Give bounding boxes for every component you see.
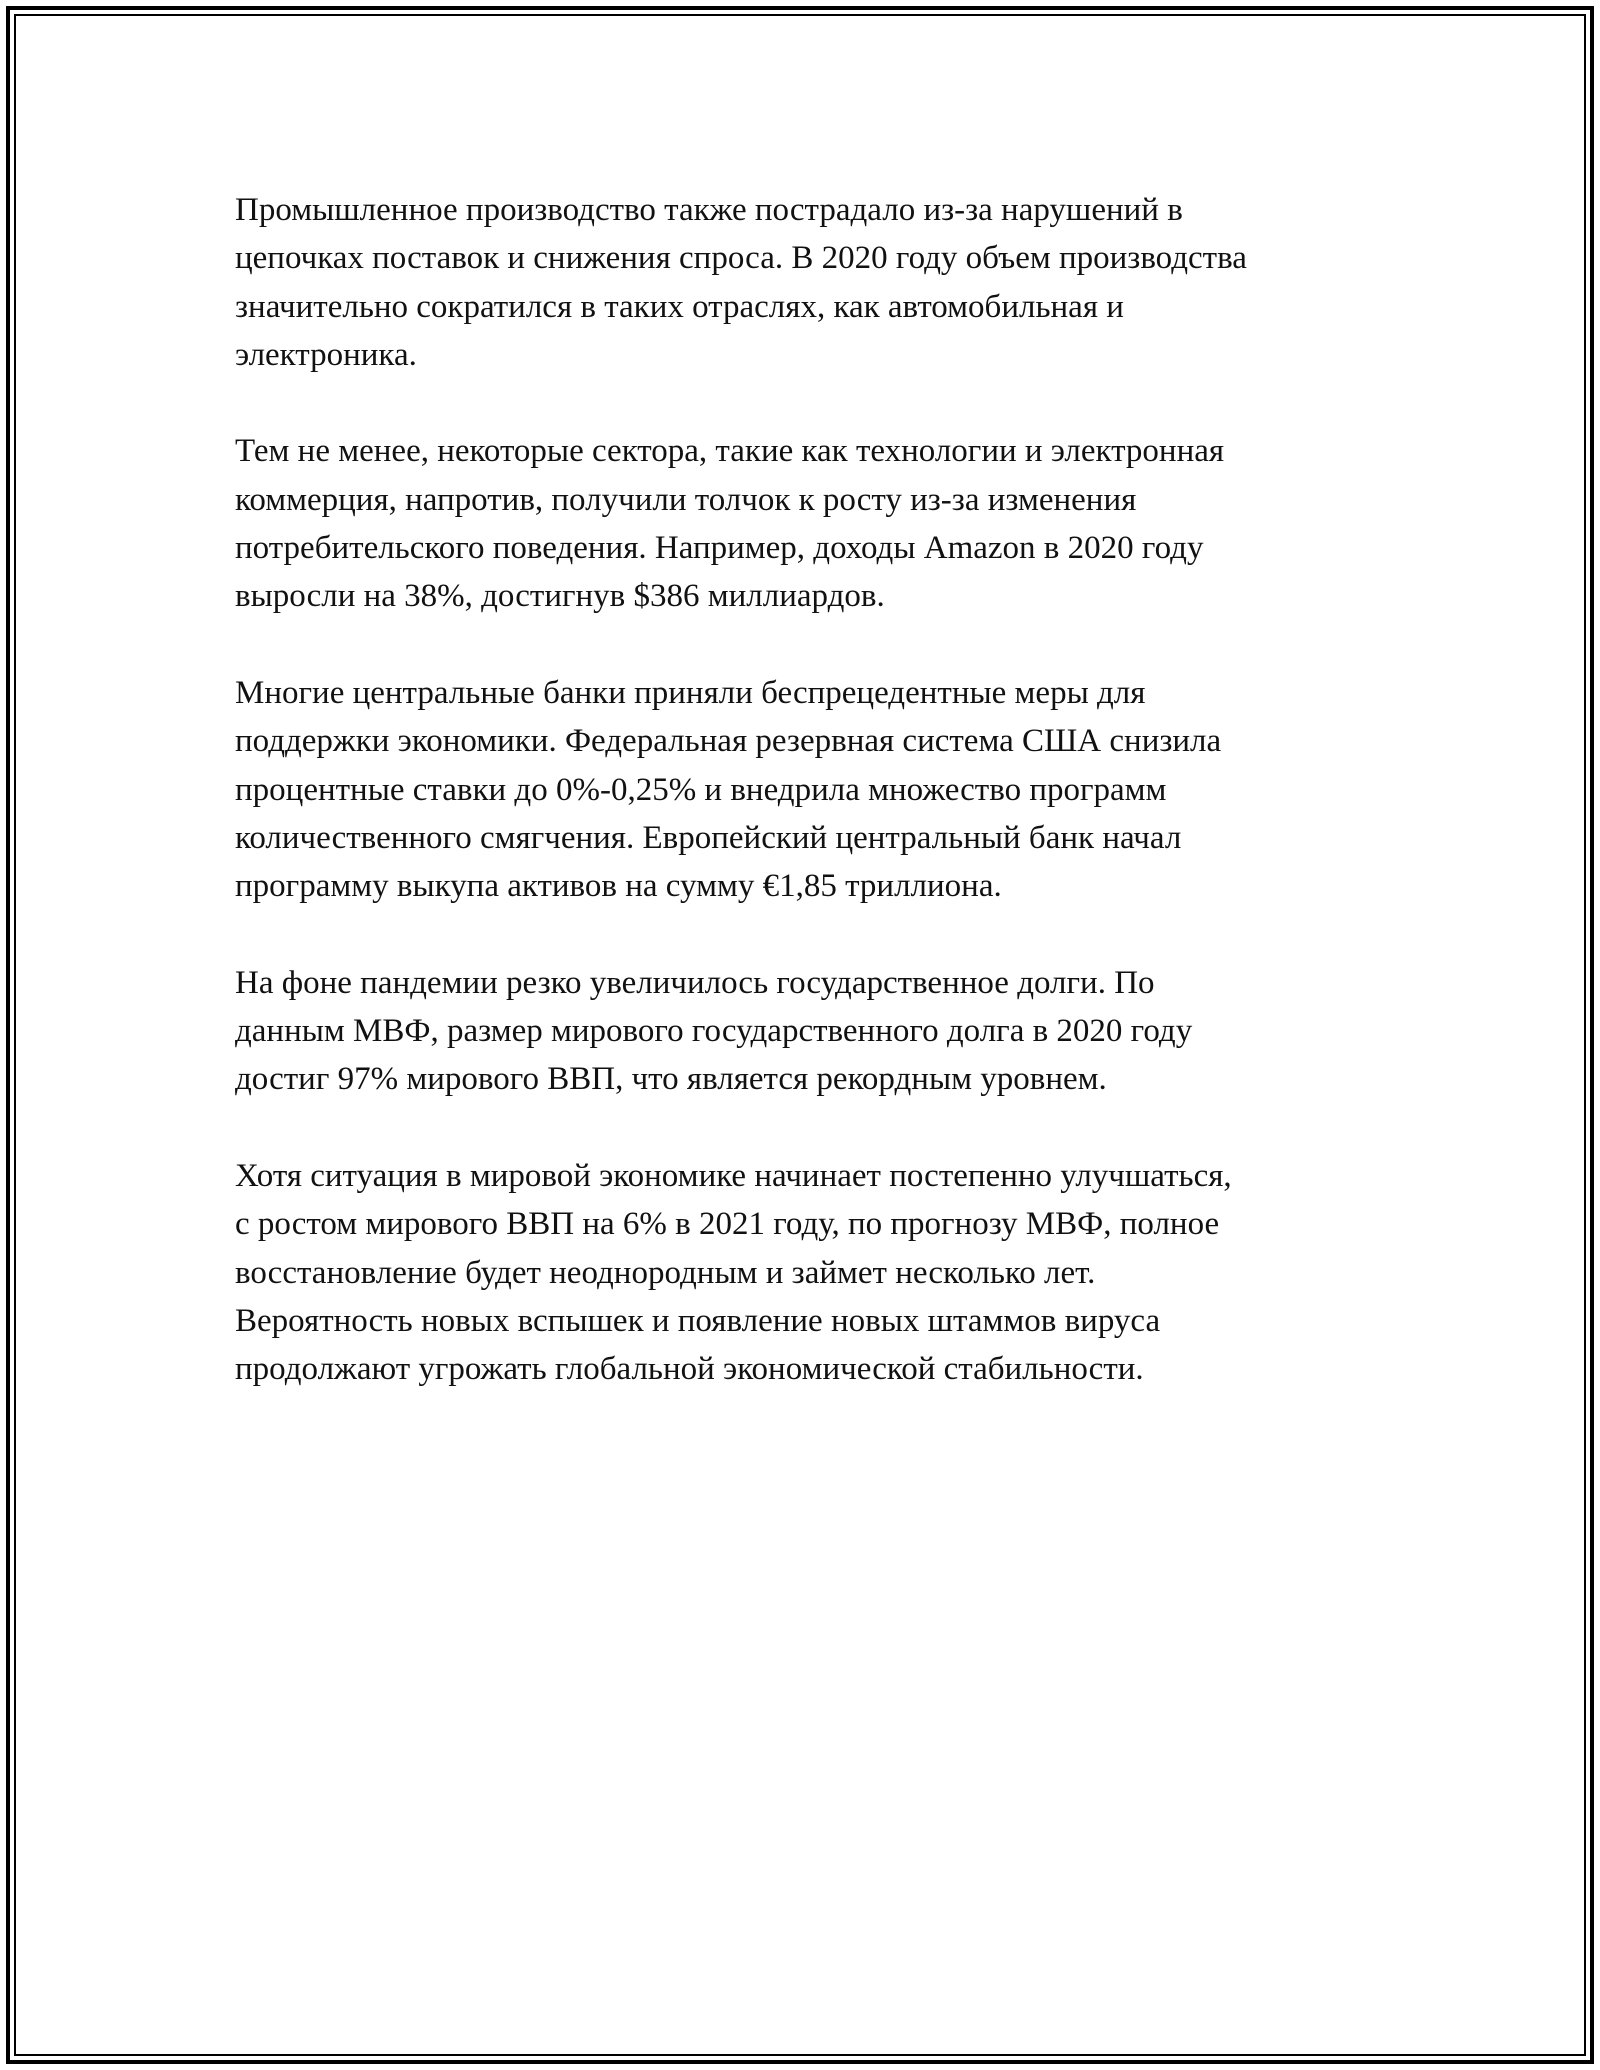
paragraph-tech-ecommerce: Тем не менее, некоторые сектора, такие как технологии и электронная коммерция, напротив, получили толчок к росту из-за изменения потребительского поведения. Например, доходы Amazon в 2020 году выросли на 38%, достигнув $386 миллиардов. (235, 433, 1225, 615)
paragraph-public-debt: На фоне пандемии резко увеличилось государственное долги. По данным МВФ, размер мирового государственного долга в 2020 году достиг 97% мирового ВВП, что является рекордным уровнем. (235, 964, 1193, 1098)
paragraph-recovery-outlook: Хотя ситуация в мировой экономике начинает постепенно улучшаться, с ростом мирового ВВП на 6% в 2021 году, по прогнозу МВФ, полное восстановление будет неоднородным и займет несколько лет. Вероятность новых вспышек и появление новых штаммов вируса продолжают угрожать глобальной экономической стабильности. (235, 1157, 1232, 1388)
paragraph-central-banks: Многие центральные банки приняли беспрецедентные меры для поддержки экономики. Федеральная резервная система США снизила процентные ставки до 0%-0,25% и внедрила множество программ количественного смягчения. Европейский центральный банк начал программу выкупа активов на сумму €1,85 триллиона. (235, 674, 1222, 905)
paragraph-manufacturing: Промышленное производство также пострадало из-за нарушений в цепочках поставок и снижения спроса. В 2020 году объем производства значительно сократился в таких отраслях, как автомобильная и электроника. (235, 192, 1247, 373)
document-body (235, 186, 1385, 1442)
